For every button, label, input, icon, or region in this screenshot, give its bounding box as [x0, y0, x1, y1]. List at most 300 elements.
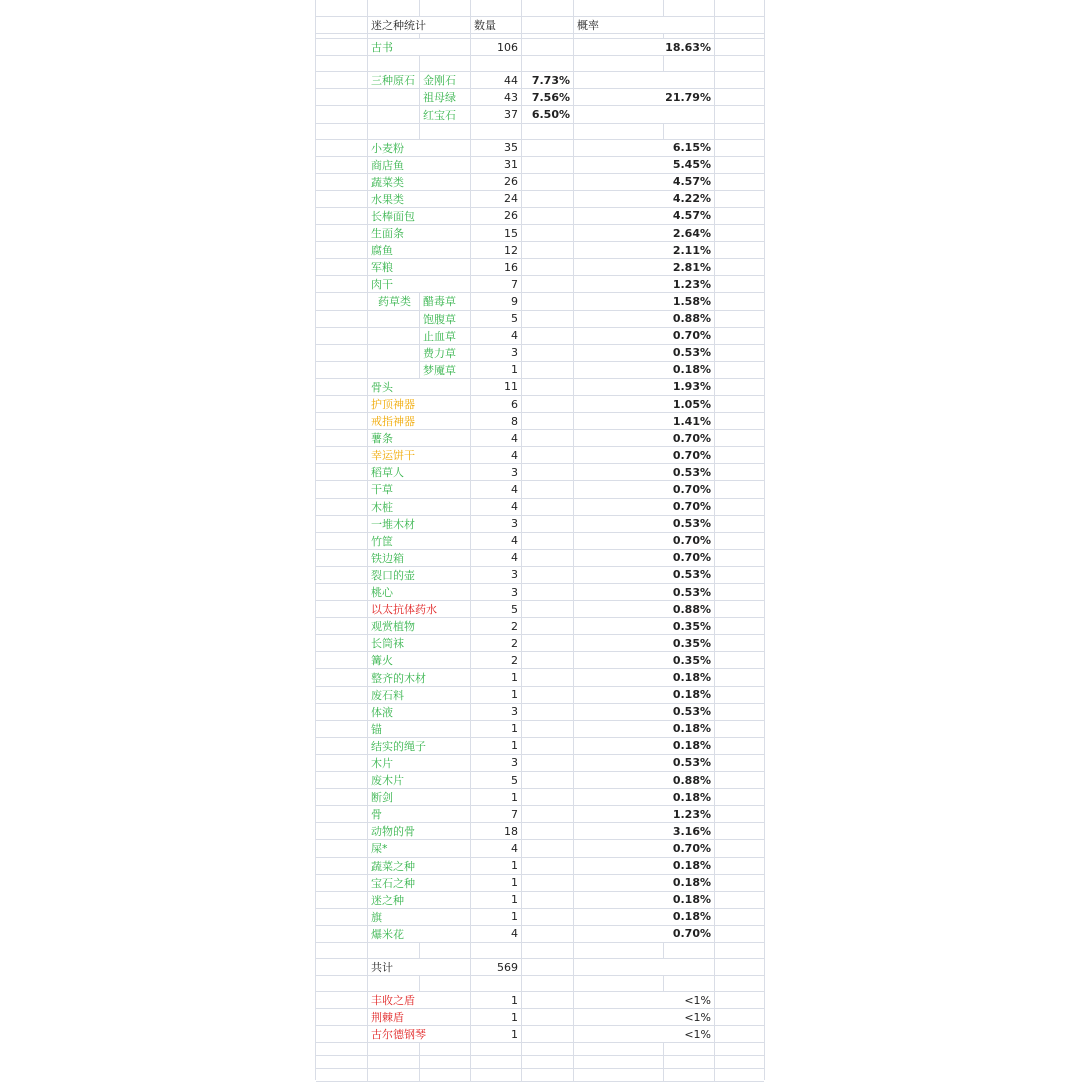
cell[interactable] — [316, 635, 367, 651]
cell[interactable] — [419, 1043, 470, 1055]
cell[interactable] — [663, 0, 714, 16]
item-name-cell[interactable] — [367, 464, 470, 480]
cell[interactable] — [521, 1056, 573, 1068]
cell[interactable] — [316, 362, 367, 378]
cell[interactable] — [714, 140, 766, 156]
prob-cell[interactable] — [573, 823, 714, 839]
cell[interactable] — [316, 738, 367, 754]
cell[interactable] — [521, 652, 573, 668]
cell[interactable] — [316, 328, 367, 344]
count-cell[interactable] — [470, 72, 521, 88]
count-cell[interactable] — [470, 208, 521, 224]
cell[interactable] — [419, 124, 470, 139]
prob-cell[interactable] — [573, 755, 714, 771]
cell[interactable] — [316, 124, 367, 139]
cell[interactable] — [316, 242, 367, 258]
count-cell[interactable] — [470, 328, 521, 344]
sub-name-cell[interactable] — [419, 89, 470, 105]
cell[interactable] — [714, 926, 766, 942]
cell[interactable] — [573, 56, 663, 71]
count-cell[interactable] — [470, 567, 521, 583]
sub-name-cell[interactable] — [419, 293, 470, 309]
cell[interactable] — [316, 345, 367, 361]
count-cell[interactable] — [470, 311, 521, 327]
cell[interactable] — [714, 959, 766, 975]
cell[interactable] — [316, 875, 367, 891]
cell[interactable] — [367, 34, 419, 38]
prob-cell[interactable] — [573, 396, 714, 412]
cell[interactable] — [573, 1043, 663, 1055]
cell[interactable] — [316, 892, 367, 908]
cell[interactable] — [714, 721, 766, 737]
cell[interactable] — [714, 17, 766, 33]
cell[interactable] — [316, 499, 367, 515]
cell[interactable] — [521, 1043, 573, 1055]
item-name-cell[interactable] — [367, 259, 470, 275]
cell[interactable] — [521, 447, 573, 463]
cell[interactable] — [714, 738, 766, 754]
item-name-cell[interactable] — [367, 909, 470, 925]
cell[interactable] — [714, 56, 766, 71]
cell[interactable] — [367, 56, 419, 71]
cell[interactable] — [521, 0, 573, 16]
item-name-cell[interactable] — [367, 635, 470, 651]
cell[interactable] — [714, 1009, 766, 1025]
cell[interactable] — [714, 601, 766, 617]
cell[interactable] — [714, 345, 766, 361]
prob-cell[interactable] — [573, 959, 714, 975]
prob-cell[interactable] — [573, 909, 714, 925]
item-name-cell[interactable] — [367, 584, 470, 600]
count-cell[interactable] — [470, 926, 521, 942]
item-name-cell[interactable] — [367, 191, 470, 207]
item-name-cell[interactable] — [367, 652, 470, 668]
count-cell[interactable] — [470, 789, 521, 805]
cell[interactable] — [714, 772, 766, 788]
item-name-cell[interactable] — [367, 413, 470, 429]
cell[interactable] — [316, 926, 367, 942]
cell[interactable] — [714, 311, 766, 327]
cell[interactable] — [316, 34, 367, 38]
sub-name-cell[interactable] — [419, 328, 470, 344]
item-name-cell[interactable] — [367, 806, 470, 822]
prob-cell[interactable] — [573, 926, 714, 942]
cell[interactable] — [714, 276, 766, 292]
prob-cell[interactable] — [573, 789, 714, 805]
cell[interactable] — [663, 124, 714, 139]
sub-prob-cell[interactable] — [521, 362, 573, 378]
cell[interactable] — [521, 618, 573, 634]
count-cell[interactable] — [470, 174, 521, 190]
count-cell[interactable] — [470, 140, 521, 156]
cell[interactable] — [663, 1043, 714, 1055]
count-cell[interactable] — [470, 823, 521, 839]
cell[interactable] — [316, 259, 367, 275]
cell[interactable] — [521, 1026, 573, 1042]
sub-prob-cell[interactable] — [521, 72, 573, 88]
cell[interactable] — [521, 926, 573, 942]
count-cell[interactable] — [470, 533, 521, 549]
total-label-cell[interactable] — [367, 959, 470, 975]
item-name-cell[interactable] — [367, 721, 470, 737]
cell[interactable] — [470, 56, 521, 71]
cell[interactable] — [419, 0, 470, 16]
cell[interactable] — [714, 789, 766, 805]
cell[interactable] — [316, 806, 367, 822]
count-cell[interactable] — [470, 345, 521, 361]
sub-name-cell[interactable] — [419, 345, 470, 361]
cell[interactable] — [316, 1043, 367, 1055]
prob-cell[interactable] — [573, 721, 714, 737]
count-cell[interactable] — [470, 738, 521, 754]
prob-cell[interactable] — [573, 242, 714, 258]
cell[interactable] — [470, 976, 521, 991]
cell[interactable] — [316, 293, 367, 309]
cell[interactable] — [316, 379, 367, 395]
cell[interactable] — [316, 39, 367, 55]
cell[interactable] — [419, 34, 470, 38]
cell[interactable] — [521, 379, 573, 395]
cell[interactable] — [316, 669, 367, 685]
prob-cell[interactable] — [573, 840, 714, 856]
spreadsheet[interactable] — [315, 0, 765, 1080]
sheet-title-cell[interactable] — [367, 17, 470, 33]
cell[interactable] — [316, 567, 367, 583]
cell[interactable] — [663, 56, 714, 71]
cell[interactable] — [714, 550, 766, 566]
count-cell[interactable] — [470, 992, 521, 1008]
cell[interactable] — [316, 687, 367, 703]
item-name-cell[interactable] — [367, 157, 470, 173]
cell[interactable] — [573, 1056, 663, 1068]
item-name-cell[interactable] — [367, 892, 470, 908]
count-cell[interactable] — [470, 191, 521, 207]
cell[interactable] — [714, 533, 766, 549]
item-name-cell[interactable] — [367, 174, 470, 190]
count-cell[interactable] — [470, 875, 521, 891]
sub-name-cell[interactable] — [419, 72, 470, 88]
cell[interactable] — [714, 293, 766, 309]
sub-prob-cell[interactable] — [521, 89, 573, 105]
cell[interactable] — [316, 584, 367, 600]
count-cell[interactable] — [470, 772, 521, 788]
group-name-cell[interactable] — [367, 345, 419, 361]
cell[interactable] — [663, 943, 714, 958]
cell[interactable] — [714, 943, 766, 958]
cell[interactable] — [316, 157, 367, 173]
cell[interactable] — [573, 34, 663, 38]
cell[interactable] — [316, 1026, 367, 1042]
group-name-cell[interactable] — [367, 362, 419, 378]
cell[interactable] — [521, 875, 573, 891]
cell[interactable] — [316, 89, 367, 105]
cell[interactable] — [663, 976, 714, 991]
cell[interactable] — [663, 1056, 714, 1068]
cell[interactable] — [521, 259, 573, 275]
cell[interactable] — [316, 721, 367, 737]
item-name-cell[interactable] — [367, 1009, 470, 1025]
cell[interactable] — [316, 174, 367, 190]
prob-cell[interactable] — [573, 738, 714, 754]
cell[interactable] — [521, 140, 573, 156]
cell[interactable] — [316, 276, 367, 292]
item-name-cell[interactable] — [367, 1026, 470, 1042]
group-name-cell[interactable] — [367, 293, 419, 309]
cell[interactable] — [521, 124, 573, 139]
cell[interactable] — [521, 738, 573, 754]
cell[interactable] — [316, 704, 367, 720]
cell[interactable] — [521, 464, 573, 480]
count-cell[interactable] — [470, 362, 521, 378]
cell[interactable] — [521, 157, 573, 173]
count-cell[interactable] — [470, 858, 521, 874]
prob-cell[interactable] — [573, 413, 714, 429]
item-name-cell[interactable] — [367, 618, 470, 634]
sub-name-cell[interactable] — [419, 311, 470, 327]
count-cell[interactable] — [470, 430, 521, 446]
cell[interactable] — [316, 430, 367, 446]
prob-cell[interactable] — [573, 225, 714, 241]
item-name-cell[interactable] — [367, 447, 470, 463]
cell[interactable] — [316, 992, 367, 1008]
count-cell[interactable] — [470, 601, 521, 617]
prob-cell[interactable] — [573, 499, 714, 515]
cell[interactable] — [521, 806, 573, 822]
prob-cell[interactable] — [573, 687, 714, 703]
cell[interactable] — [316, 976, 367, 991]
count-cell[interactable] — [470, 550, 521, 566]
cell[interactable] — [714, 1043, 766, 1055]
cell[interactable] — [367, 976, 419, 991]
cell[interactable] — [714, 34, 766, 38]
cell[interactable] — [316, 789, 367, 805]
prob-cell[interactable] — [573, 259, 714, 275]
count-cell[interactable] — [470, 909, 521, 925]
count-cell[interactable] — [470, 959, 521, 975]
cell[interactable] — [521, 567, 573, 583]
cell[interactable] — [316, 772, 367, 788]
item-name-cell[interactable] — [367, 772, 470, 788]
item-name-cell[interactable] — [367, 225, 470, 241]
cell[interactable] — [714, 106, 766, 122]
cell[interactable] — [521, 687, 573, 703]
cell[interactable] — [367, 124, 419, 139]
cell[interactable] — [316, 208, 367, 224]
count-cell[interactable] — [470, 89, 521, 105]
cell[interactable] — [316, 533, 367, 549]
cell[interactable] — [521, 225, 573, 241]
count-cell[interactable] — [470, 687, 521, 703]
cell[interactable] — [521, 1009, 573, 1025]
count-cell[interactable] — [470, 704, 521, 720]
prob-cell[interactable] — [573, 208, 714, 224]
item-name-cell[interactable] — [367, 550, 470, 566]
cell[interactable] — [419, 943, 470, 958]
item-name-cell[interactable] — [367, 140, 470, 156]
cell[interactable] — [316, 959, 367, 975]
prob-cell[interactable] — [573, 89, 714, 105]
cell[interactable] — [316, 140, 367, 156]
cell[interactable] — [316, 618, 367, 634]
cell[interactable] — [714, 584, 766, 600]
count-cell[interactable] — [470, 396, 521, 412]
cell[interactable] — [714, 362, 766, 378]
count-cell[interactable] — [470, 1009, 521, 1025]
cell[interactable] — [316, 311, 367, 327]
item-name-cell[interactable] — [367, 858, 470, 874]
cell[interactable] — [521, 208, 573, 224]
prob-cell[interactable] — [573, 533, 714, 549]
cell[interactable] — [714, 447, 766, 463]
cell[interactable] — [573, 0, 663, 16]
cell[interactable] — [521, 34, 573, 38]
cell[interactable] — [714, 191, 766, 207]
item-name-cell[interactable] — [367, 704, 470, 720]
cell[interactable] — [316, 396, 367, 412]
cell[interactable] — [521, 56, 573, 71]
prob-cell[interactable] — [573, 276, 714, 292]
cell[interactable] — [521, 755, 573, 771]
prob-cell[interactable] — [573, 992, 714, 1008]
cell[interactable] — [573, 124, 663, 139]
item-name-cell[interactable] — [367, 601, 470, 617]
count-cell[interactable] — [470, 481, 521, 497]
cell[interactable] — [714, 892, 766, 908]
sub-name-cell[interactable] — [419, 362, 470, 378]
cell[interactable] — [521, 242, 573, 258]
cell[interactable] — [316, 481, 367, 497]
prob-cell[interactable] — [573, 858, 714, 874]
cell[interactable] — [714, 413, 766, 429]
count-cell[interactable] — [470, 242, 521, 258]
count-cell[interactable] — [470, 1026, 521, 1042]
prob-cell[interactable] — [573, 72, 714, 88]
sub-prob-cell[interactable] — [521, 311, 573, 327]
cell[interactable] — [714, 1026, 766, 1042]
item-name-cell[interactable] — [367, 379, 470, 395]
cell[interactable] — [521, 789, 573, 805]
cell[interactable] — [521, 516, 573, 532]
item-name-cell[interactable] — [367, 481, 470, 497]
cell[interactable] — [316, 1009, 367, 1025]
count-cell[interactable] — [470, 447, 521, 463]
cell[interactable] — [714, 157, 766, 173]
cell[interactable] — [714, 430, 766, 446]
prob-cell[interactable] — [573, 1009, 714, 1025]
cell[interactable] — [521, 976, 573, 991]
count-cell[interactable] — [470, 157, 521, 173]
cell[interactable] — [316, 106, 367, 122]
cell[interactable] — [316, 447, 367, 463]
item-name-cell[interactable] — [367, 738, 470, 754]
prob-cell[interactable] — [573, 464, 714, 480]
cell[interactable] — [316, 0, 367, 16]
cell[interactable] — [316, 17, 367, 33]
cell[interactable] — [521, 959, 573, 975]
prob-cell[interactable] — [573, 430, 714, 446]
cell[interactable] — [470, 34, 521, 38]
cell[interactable] — [521, 992, 573, 1008]
cell[interactable] — [573, 943, 663, 958]
cell[interactable] — [714, 618, 766, 634]
item-name-cell[interactable] — [367, 823, 470, 839]
cell[interactable] — [367, 1056, 419, 1068]
prob-cell[interactable] — [573, 345, 714, 361]
cell[interactable] — [367, 0, 419, 16]
cell[interactable] — [316, 840, 367, 856]
prob-cell[interactable] — [573, 481, 714, 497]
cell[interactable] — [714, 72, 766, 88]
cell[interactable] — [316, 464, 367, 480]
prob-cell[interactable] — [573, 669, 714, 685]
cell[interactable] — [714, 687, 766, 703]
item-name-cell[interactable] — [367, 926, 470, 942]
cell[interactable] — [714, 1056, 766, 1068]
cell[interactable] — [714, 806, 766, 822]
prob-cell[interactable] — [573, 328, 714, 344]
prob-cell[interactable] — [573, 157, 714, 173]
cell[interactable] — [714, 396, 766, 412]
item-name-cell[interactable] — [367, 840, 470, 856]
sub-prob-cell[interactable] — [521, 328, 573, 344]
cell[interactable] — [419, 1056, 470, 1068]
prob-cell[interactable] — [573, 106, 714, 122]
prob-cell[interactable] — [573, 39, 714, 55]
prob-header-cell[interactable] — [573, 17, 714, 33]
cell[interactable] — [521, 584, 573, 600]
cell[interactable] — [714, 328, 766, 344]
cell[interactable] — [714, 208, 766, 224]
cell[interactable] — [521, 704, 573, 720]
cell[interactable] — [316, 56, 367, 71]
cell[interactable] — [470, 1056, 521, 1068]
cell[interactable] — [714, 992, 766, 1008]
group-name-cell[interactable] — [367, 311, 419, 327]
cell[interactable] — [714, 464, 766, 480]
cell[interactable] — [521, 396, 573, 412]
cell[interactable] — [521, 550, 573, 566]
cell[interactable] — [521, 840, 573, 856]
cell[interactable] — [521, 892, 573, 908]
prob-cell[interactable] — [573, 652, 714, 668]
cell[interactable] — [521, 430, 573, 446]
prob-cell[interactable] — [573, 550, 714, 566]
cell[interactable] — [316, 413, 367, 429]
count-cell[interactable] — [470, 516, 521, 532]
cell[interactable] — [714, 858, 766, 874]
cell[interactable] — [316, 72, 367, 88]
prob-cell[interactable] — [573, 379, 714, 395]
item-name-cell[interactable] — [367, 499, 470, 515]
cell[interactable] — [419, 976, 470, 991]
prob-cell[interactable] — [573, 704, 714, 720]
prob-cell[interactable] — [573, 1026, 714, 1042]
item-name-cell[interactable] — [367, 789, 470, 805]
group-name-cell[interactable] — [367, 328, 419, 344]
count-cell[interactable] — [470, 106, 521, 122]
cell[interactable] — [714, 379, 766, 395]
cell[interactable] — [367, 943, 419, 958]
sub-prob-cell[interactable] — [521, 345, 573, 361]
item-name-cell[interactable] — [367, 430, 470, 446]
cell[interactable] — [714, 481, 766, 497]
count-cell[interactable] — [470, 276, 521, 292]
cell[interactable] — [521, 943, 573, 958]
count-cell[interactable] — [470, 840, 521, 856]
cell[interactable] — [714, 875, 766, 891]
item-name-cell[interactable] — [367, 39, 470, 55]
item-name-cell[interactable] — [367, 533, 470, 549]
